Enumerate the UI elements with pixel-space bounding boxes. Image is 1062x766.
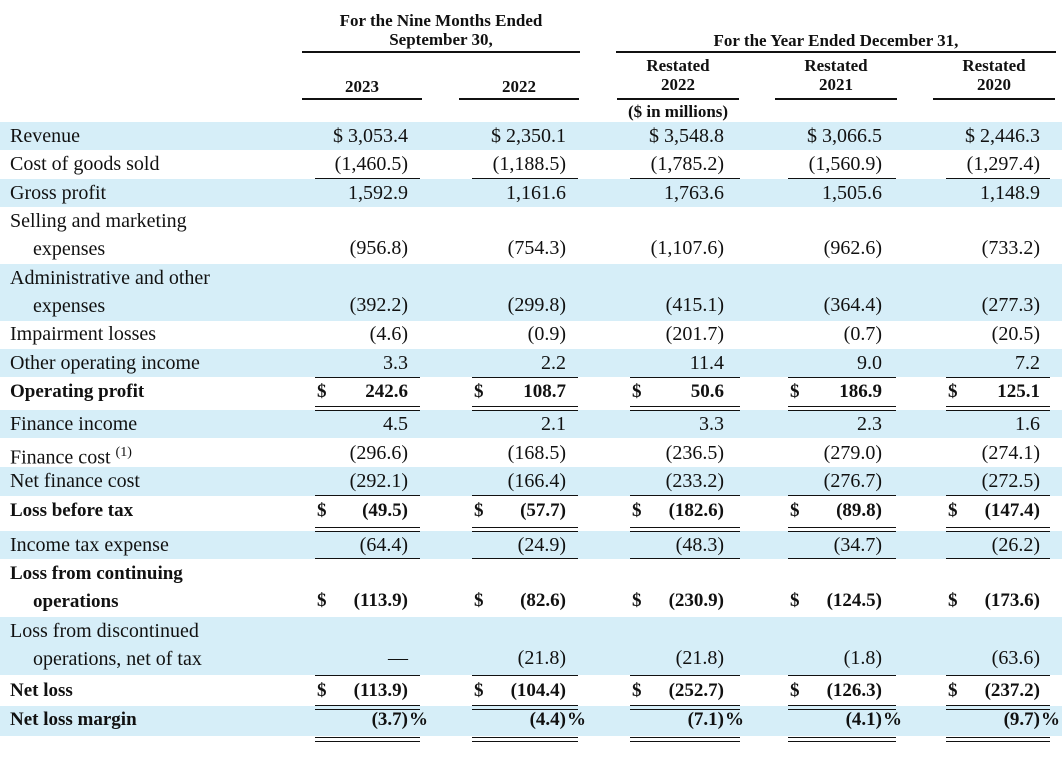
row-label-text: Net finance cost xyxy=(10,470,140,492)
table-cell: (296.6) xyxy=(349,442,408,464)
row-label-line2: expenses xyxy=(33,295,106,317)
subtotal-rule xyxy=(630,675,740,676)
table-cell: (233.2) xyxy=(665,470,724,492)
row-label-line1 xyxy=(10,150,159,178)
row-label-line1 xyxy=(10,617,202,645)
row-label xyxy=(10,617,202,673)
row-label xyxy=(10,677,73,705)
row-label-text: Operating profit xyxy=(10,381,145,402)
header-nine-months-line2: September 30, xyxy=(389,30,493,49)
header-year-ended-rule xyxy=(616,51,1056,53)
total-double-rule xyxy=(315,527,420,532)
table-cell: — xyxy=(388,647,408,669)
currency-symbol: $ xyxy=(948,500,958,521)
table-cell: (754.3) xyxy=(507,237,566,259)
row-label-line1 xyxy=(10,706,137,734)
table-cell: (276.7) xyxy=(823,470,882,492)
subtotal-rule xyxy=(630,377,740,378)
table-cell: 3.3 xyxy=(699,413,724,435)
total-double-rule xyxy=(788,705,896,710)
subtotal-rule xyxy=(788,675,896,676)
table-cell: (415.1) xyxy=(665,294,724,316)
total-double-rule xyxy=(788,527,896,532)
row-label-line2: operations xyxy=(33,591,119,612)
currency-symbol: $ xyxy=(948,680,958,701)
table-cell: (230.9) xyxy=(668,590,724,611)
subtotal-rule xyxy=(472,377,578,378)
table-cell: (64.4) xyxy=(359,534,408,556)
table-cell: (274.1) xyxy=(981,442,1040,464)
currency-symbol: $ xyxy=(632,500,642,521)
currency-symbol: $ xyxy=(317,680,327,701)
row-label-line1 xyxy=(10,531,169,559)
subtotal-rule xyxy=(946,495,1050,496)
table-cell: 2.2 xyxy=(541,352,566,374)
table-cell: (1,460.5) xyxy=(334,153,408,175)
row-label-line2: operations, net of tax xyxy=(33,648,202,670)
percent-suffix: % xyxy=(567,709,586,730)
table-cell: (113.9) xyxy=(353,590,408,611)
percent-suffix: % xyxy=(409,709,428,730)
total-double-rule xyxy=(472,737,578,742)
row-label-line1 xyxy=(10,467,140,495)
row-label xyxy=(10,560,183,616)
table-cell: (126.3) xyxy=(826,680,882,701)
col-header-3: Restated 2022 xyxy=(646,56,710,94)
header-nine-months-line1: For the Nine Months Ended xyxy=(339,11,543,30)
subtotal-rule xyxy=(788,495,896,496)
total-double-rule xyxy=(315,705,420,710)
col-rule-3 xyxy=(617,98,739,100)
subtotal-rule xyxy=(946,178,1050,179)
percent-suffix: % xyxy=(883,709,902,730)
row-label xyxy=(10,378,144,406)
row-label xyxy=(10,122,80,150)
table-cell: (236.5) xyxy=(665,442,724,464)
currency-symbol: $ xyxy=(790,590,800,611)
total-double-rule xyxy=(630,527,740,532)
table-cell: 125.1 xyxy=(997,381,1040,402)
table-cell: (364.4) xyxy=(823,294,882,316)
table-cell: (292.1) xyxy=(349,470,408,492)
subtotal-rule xyxy=(946,558,1050,559)
col-header-5: Restated 2020 xyxy=(962,56,1026,94)
total-double-rule xyxy=(946,527,1050,532)
row-label-text: Other operating income xyxy=(10,352,200,374)
table-cell: (279.0) xyxy=(823,442,882,464)
row-label-line1 xyxy=(10,410,137,438)
table-cell: (733.2) xyxy=(981,237,1040,259)
row-label xyxy=(10,531,169,559)
row-label-line2: expenses xyxy=(33,238,106,260)
row-label-line1 xyxy=(10,122,80,150)
row-label-text: Finance income xyxy=(10,413,138,435)
total-double-rule xyxy=(946,705,1050,710)
row-label xyxy=(10,349,200,377)
col-header-4: Restated 2021 xyxy=(804,56,868,94)
table-cell: (57.7) xyxy=(520,500,566,521)
table-cell: (182.6) xyxy=(668,500,724,521)
table-cell: 1,148.9 xyxy=(980,182,1040,204)
header-nine-months xyxy=(302,11,580,49)
currency-symbol: $ xyxy=(474,590,484,611)
table-cell: (166.4) xyxy=(507,470,566,492)
table-cell: (272.5) xyxy=(981,470,1040,492)
subtotal-rule xyxy=(788,558,896,559)
header-year-ended: For the Year Ended December 31, xyxy=(713,31,959,50)
row-label-text: Loss before tax xyxy=(10,500,134,521)
table-cell: (252.7) xyxy=(668,680,724,701)
table-cell: (4.6) xyxy=(369,323,408,345)
currency-symbol: $ xyxy=(474,381,484,402)
table-cell: (299.8) xyxy=(507,294,566,316)
table-cell: (1,107.6) xyxy=(650,237,724,259)
currency-symbol: $ xyxy=(474,680,484,701)
table-cell: (34.7) xyxy=(833,534,882,556)
table-cell: (113.9) xyxy=(353,680,408,701)
table-cell: (26.2) xyxy=(991,534,1040,556)
subtotal-rule xyxy=(472,495,578,496)
table-cell: $ 2,350.1 xyxy=(491,125,566,147)
table-cell: (104.4) xyxy=(510,680,566,701)
subtotal-rule xyxy=(472,675,578,676)
table-cell: (63.6) xyxy=(991,647,1040,669)
currency-symbol: $ xyxy=(317,500,327,521)
table-cell: (4.4) xyxy=(529,709,566,730)
row-label-text: Loss from discontinued xyxy=(10,620,199,642)
subtotal-rule xyxy=(788,377,896,378)
total-double-rule xyxy=(472,406,578,411)
table-cell: (147.4) xyxy=(984,500,1040,521)
row-label-text: Gross profit xyxy=(10,182,107,204)
currency-symbol: $ xyxy=(317,381,327,402)
subtotal-rule xyxy=(630,558,740,559)
table-cell: 108.7 xyxy=(523,381,566,402)
row-label-text: Net loss margin xyxy=(10,709,137,730)
table-cell: 1,592.9 xyxy=(348,182,408,204)
currency-symbol: $ xyxy=(790,500,800,521)
subtotal-rule xyxy=(315,558,420,559)
currency-symbol: $ xyxy=(948,381,958,402)
table-cell: (21.8) xyxy=(675,647,724,669)
currency-symbol: $ xyxy=(632,381,642,402)
col-header-1: 2023 xyxy=(345,77,379,96)
table-cell: 1,161.6 xyxy=(506,182,566,204)
row-label xyxy=(10,150,159,178)
row-label xyxy=(10,467,140,495)
row-label-text: Revenue xyxy=(10,125,80,147)
row-label-text: Finance cost xyxy=(10,446,111,469)
table-cell: (89.8) xyxy=(836,500,882,521)
row-label-line1 xyxy=(10,207,187,235)
subtotal-rule xyxy=(472,558,578,559)
table-cell: 1,505.6 xyxy=(822,182,882,204)
subtotal-rule xyxy=(315,495,420,496)
table-cell: (237.2) xyxy=(984,680,1040,701)
subtotal-rule xyxy=(472,178,578,179)
row-label-text: Net loss xyxy=(10,680,73,701)
total-double-rule xyxy=(315,406,420,411)
subtotal-rule xyxy=(315,675,420,676)
row-label xyxy=(10,320,156,348)
row-label-line1 xyxy=(10,378,144,406)
row-label xyxy=(10,207,187,263)
row-label-line1 xyxy=(10,349,200,377)
currency-symbol: $ xyxy=(474,500,484,521)
table-cell: (82.6) xyxy=(520,590,566,611)
row-label-line1 xyxy=(10,264,210,292)
table-cell: (0.7) xyxy=(843,323,882,345)
total-double-rule xyxy=(472,705,578,710)
currency-symbol: $ xyxy=(790,680,800,701)
table-cell: (956.8) xyxy=(349,237,408,259)
table-cell: (48.3) xyxy=(675,534,724,556)
row-label-text: Loss from continuing xyxy=(10,563,183,584)
total-double-rule xyxy=(788,406,896,411)
row-label xyxy=(10,497,133,525)
table-cell: 1.6 xyxy=(1015,413,1040,435)
table-cell: (168.5) xyxy=(507,442,566,464)
table-cell: (1,560.9) xyxy=(808,153,882,175)
row-label-text: Cost of goods sold xyxy=(10,153,160,175)
col-header-2: 2022 xyxy=(502,77,536,96)
total-double-rule xyxy=(630,705,740,710)
row-label-line1 xyxy=(10,179,106,207)
table-cell: (1.8) xyxy=(843,647,882,669)
currency-symbol: $ xyxy=(790,381,800,402)
row-label xyxy=(10,264,210,320)
table-cell: 11.4 xyxy=(689,352,724,374)
table-cell: (201.7) xyxy=(665,323,724,345)
footnote-marker: (1) xyxy=(115,445,132,460)
table-cell: (21.8) xyxy=(517,647,566,669)
row-label xyxy=(10,410,137,438)
percent-suffix: % xyxy=(1041,709,1060,730)
total-double-rule xyxy=(630,737,740,742)
total-double-rule xyxy=(946,737,1050,742)
row-label xyxy=(10,706,137,734)
row-label xyxy=(10,179,106,207)
row-label-line1 xyxy=(10,320,156,348)
subtotal-rule xyxy=(315,377,420,378)
row-label-text: Administrative and other xyxy=(10,267,210,289)
subtotal-rule xyxy=(315,178,420,179)
table-cell: 4.5 xyxy=(383,413,408,435)
table-cell: (0.9) xyxy=(527,323,566,345)
table-cell: (277.3) xyxy=(981,294,1040,316)
table-cell: $ 2,446.3 xyxy=(965,125,1040,147)
table-cell: (962.6) xyxy=(823,237,882,259)
table-cell: (173.6) xyxy=(984,590,1040,611)
total-double-rule xyxy=(315,737,420,742)
col-rule-4 xyxy=(775,98,897,100)
table-cell: 2.3 xyxy=(857,413,882,435)
table-cell: 1,763.6 xyxy=(664,182,724,204)
row-label-text: Selling and marketing xyxy=(10,210,187,232)
currency-symbol: $ xyxy=(948,590,958,611)
row-label-line1 xyxy=(10,497,133,525)
table-cell: (4.1) xyxy=(845,709,882,730)
col-rule-5 xyxy=(933,98,1055,100)
header-nine-months-rule xyxy=(302,51,580,53)
total-double-rule xyxy=(788,737,896,742)
row-label-text: Impairment losses xyxy=(10,323,157,345)
total-double-rule xyxy=(630,406,740,411)
table-cell: 50.6 xyxy=(690,381,724,402)
table-cell: 186.9 xyxy=(839,381,882,402)
units-label: ($ in millions) xyxy=(627,102,729,121)
table-cell: (3.7) xyxy=(371,709,408,730)
currency-symbol: $ xyxy=(317,590,327,611)
currency-symbol: $ xyxy=(632,680,642,701)
currency-symbol: $ xyxy=(632,590,642,611)
table-cell: 2.1 xyxy=(541,413,566,435)
table-cell: (1,188.5) xyxy=(492,153,566,175)
row-label-text: Income tax expense xyxy=(10,534,169,556)
percent-suffix: % xyxy=(725,709,744,730)
subtotal-rule xyxy=(788,178,896,179)
table-cell: 7.2 xyxy=(1015,352,1040,374)
subtotal-rule xyxy=(630,178,740,179)
table-cell: (24.9) xyxy=(517,534,566,556)
table-cell: (124.5) xyxy=(826,590,882,611)
row-label-line1 xyxy=(10,560,183,588)
table-cell: $ 3,548.8 xyxy=(649,125,724,147)
col-rule-2 xyxy=(459,98,579,100)
table-cell: (1,785.2) xyxy=(650,153,724,175)
subtotal-rule xyxy=(630,495,740,496)
subtotal-rule xyxy=(946,675,1050,676)
table-cell: 242.6 xyxy=(365,381,408,402)
table-cell: (1,297.4) xyxy=(966,153,1040,175)
table-cell: (7.1) xyxy=(687,709,724,730)
table-cell: $ 3,066.5 xyxy=(807,125,882,147)
table-cell: $ 3,053.4 xyxy=(333,125,408,147)
table-cell: (9.7) xyxy=(1003,709,1040,730)
total-double-rule xyxy=(472,527,578,532)
col-rule-1 xyxy=(302,98,422,100)
row-label-line1 xyxy=(10,677,73,705)
subtotal-rule xyxy=(946,377,1050,378)
total-double-rule xyxy=(946,406,1050,411)
table-cell: 3.3 xyxy=(383,352,408,374)
table-cell: (49.5) xyxy=(362,500,408,521)
table-cell: (20.5) xyxy=(991,323,1040,345)
table-cell: (392.2) xyxy=(349,294,408,316)
table-cell: 9.0 xyxy=(857,352,882,374)
